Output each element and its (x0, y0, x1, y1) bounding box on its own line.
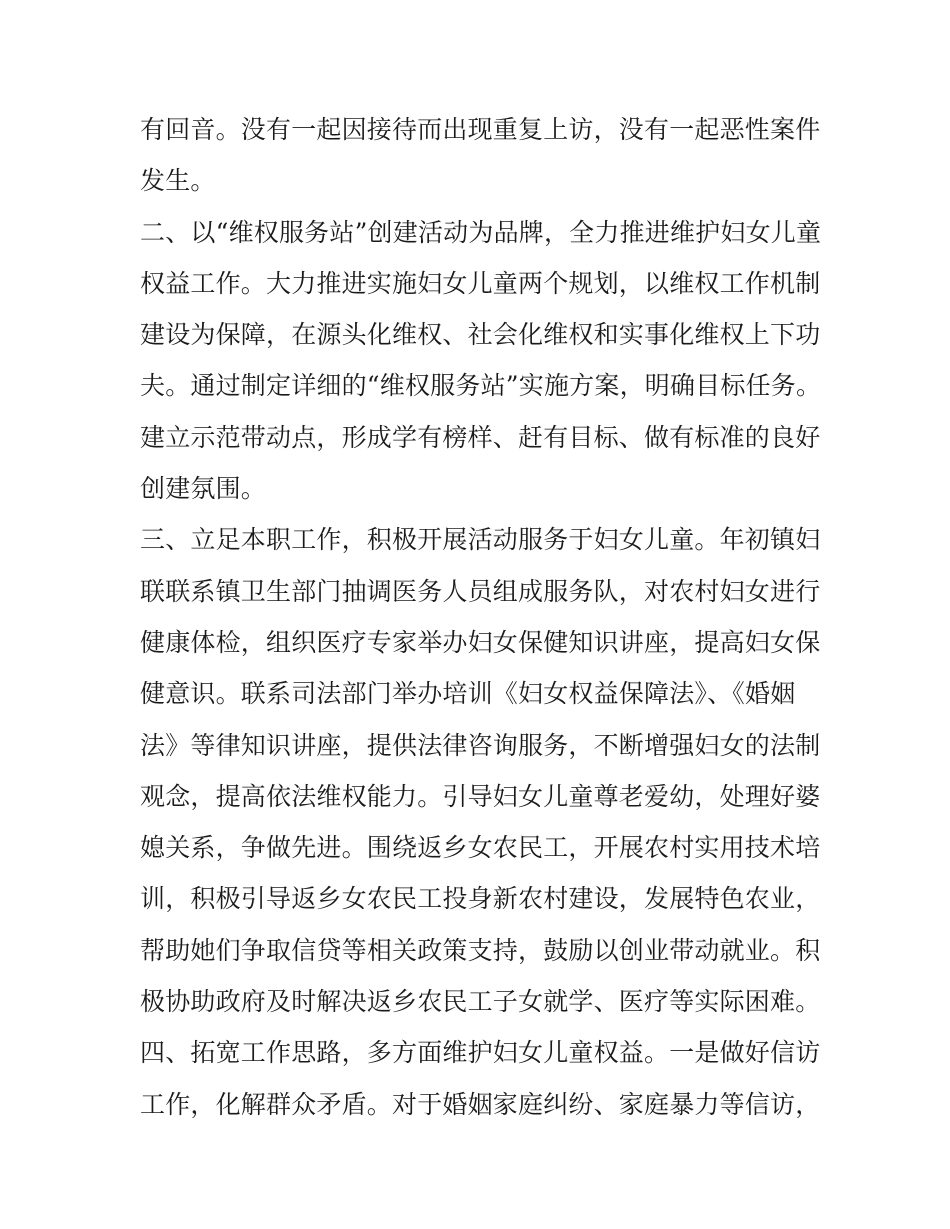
text-line: 媳关系，争做先进。围绕返乡女农民工，开展农村实用技术培 (140, 833, 821, 863)
text-line: 有回音。没有一起因接待而出现重复上访，没有一起恶性案件 (140, 115, 821, 144)
text-line: 创建氛围。 (140, 474, 267, 504)
text-line: 训，积极引导返乡女农民工投身新农村建设，发展特色农业， (140, 884, 821, 914)
text-line: 极协助政府及时解决返乡农民工子女就学、医疗等实际困难。 (140, 987, 821, 1017)
document-body (140, 104, 822, 1130)
text-line: 发生。 (140, 166, 216, 196)
text-line: 健意识。联系司法部门举办培训《妇女权益保障法》、《婚姻 (140, 679, 796, 709)
text-line: 工作，化解群众矛盾。对于婚姻家庭纠纷、家庭暴力等信访， (140, 1089, 821, 1119)
text-line: 联联系镇卫生部门抽调医务人员组成服务队，对农村妇女进行 (140, 576, 821, 606)
text-line: 权益工作。大力推进实施妇女儿童两个规划，以维权工作机制 (140, 268, 821, 298)
text-line: 夫。通过制定详细的“维权服务站”实施方案，明确目标任务。 (140, 371, 822, 401)
text-line: 二、以“维权服务站”创建活动为品牌，全力推进维护妇女儿童 (140, 217, 822, 247)
text-line: 建设为保障，在源头化维权、社会化维权和实事化维权上下功 (140, 320, 821, 350)
text-line: 健康体检，组织医疗专家举办妇女保健知识讲座，提高妇女保 (140, 627, 821, 657)
text-line: 建立示范带动点，形成学有榜样、赶有目标、做有标准的良好 (140, 422, 821, 452)
text-line: 法》等律知识讲座，提供法律咨询服务，不断增强妇女的法制 (140, 730, 821, 760)
text-line: 三、立足本职工作，积极开展活动服务于妇女儿童。年初镇妇 (140, 525, 821, 555)
text-line: 帮助她们争取信贷等相关政策支持，鼓励以创业带动就业。积 (140, 935, 821, 965)
text-line: 四、拓宽工作思路，多方面维护妇女儿童权益。一是做好信访 (140, 1038, 821, 1068)
text-line: 观念，提高依法维权能力。引导妇女儿童尊老爱幼，处理好婆 (140, 781, 821, 811)
